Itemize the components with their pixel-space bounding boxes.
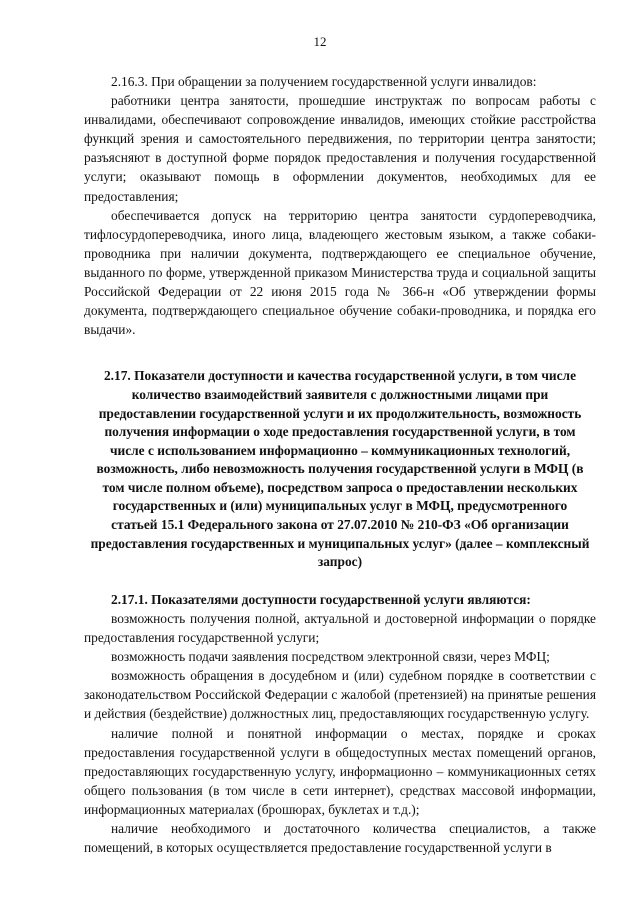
section-2-16-3-title: 2.16.3. При обращении за получением государственной услуги инвалидов:	[111, 74, 537, 89]
paragraph: наличие необходимого и достаточного количества специалистов, а также помещений, в которых осуществляется предоставление государственной услуги в	[84, 820, 596, 856]
section-2-17-1-title: 2.17.1. Показателями доступности государственной услуги являются:	[111, 591, 531, 607]
paragraph: возможность получения полной, актуальной и достоверной информации о порядке предоставления государственной услуги;	[84, 610, 596, 646]
page-number: 12	[313, 34, 327, 49]
paragraph: работники центра занятости, прошедшие инструктаж по вопросам работы с инвалидами, обеспечивают сопровождение инвалидов, имеющих стойкие расстройства функций зрения и самостоятельного передвижения, по территории центра занятости; разъясняют в доступной форме порядок предоставления и получения государственной услуги; оказывают помощь в оформлении документов, необходимых для ее предоставления;	[84, 93, 596, 204]
paragraph: возможность подачи заявления посредством электронной связи, через МФЦ;	[111, 649, 550, 665]
document-body	[84, 72, 596, 857]
section-2-17-heading: 2.17. Показатели доступности и качества государственной услуги, в том числе количество взаимодействий заявителя с должностными лицами при предоставлении государственной услуги и их продолжительность, возможность получения информации о ходе предоставления государственной услуги, в том числе с использованием информационно – коммуникационных технологий, возможность, либо невозможность получения государственной услуги в МФЦ (в том числе полном объеме), посредством запроса о предоставлении нескольких государственных и (или) муниципальных услуг в МФЦ, предусмотренного статьей 15.1 Федерального закона от 27.07.2010 № 210-ФЗ «Об организации предоставления государственных и муниципальных услуг» (далее – комплексный запрос)	[90, 368, 590, 570]
paragraph: обеспечивается допуск на территорию центра занятости сурдопереводчика, тифлосурдопереводчика, иного лица, владеющего жестовым языком, а также собаки-проводника при наличии документа, подтверждающего ее специальное обучение, выданного по форме, утвержденной приказом Министерства труда и социальной защиты Российской Федерации от 22 июня 2015 года № 366-н «Об утверждении формы документа, подтверждающего специальное обучение собаки-проводника, и порядка его выдачи».	[84, 207, 596, 338]
paragraph: наличие полной и понятной информации о местах, порядке и сроках предоставления государственной услуги в общедоступных местах помещений органов, предоставляющих государственную услугу, информационно – коммуникационных сетях общего пользования (в том числе в сети интернет), средствах массовой информации, информационных материалах (брошюрах, буклетах и т.д.);	[84, 725, 596, 817]
paragraph: возможность обращения в досудебном и (или) судебном порядке в соответствии с законодательством Российской Федерации с жалобой (претензией) на принятые решения и действия (бездействие) должностных лиц, предоставляющих государственную услугу.	[84, 668, 596, 722]
